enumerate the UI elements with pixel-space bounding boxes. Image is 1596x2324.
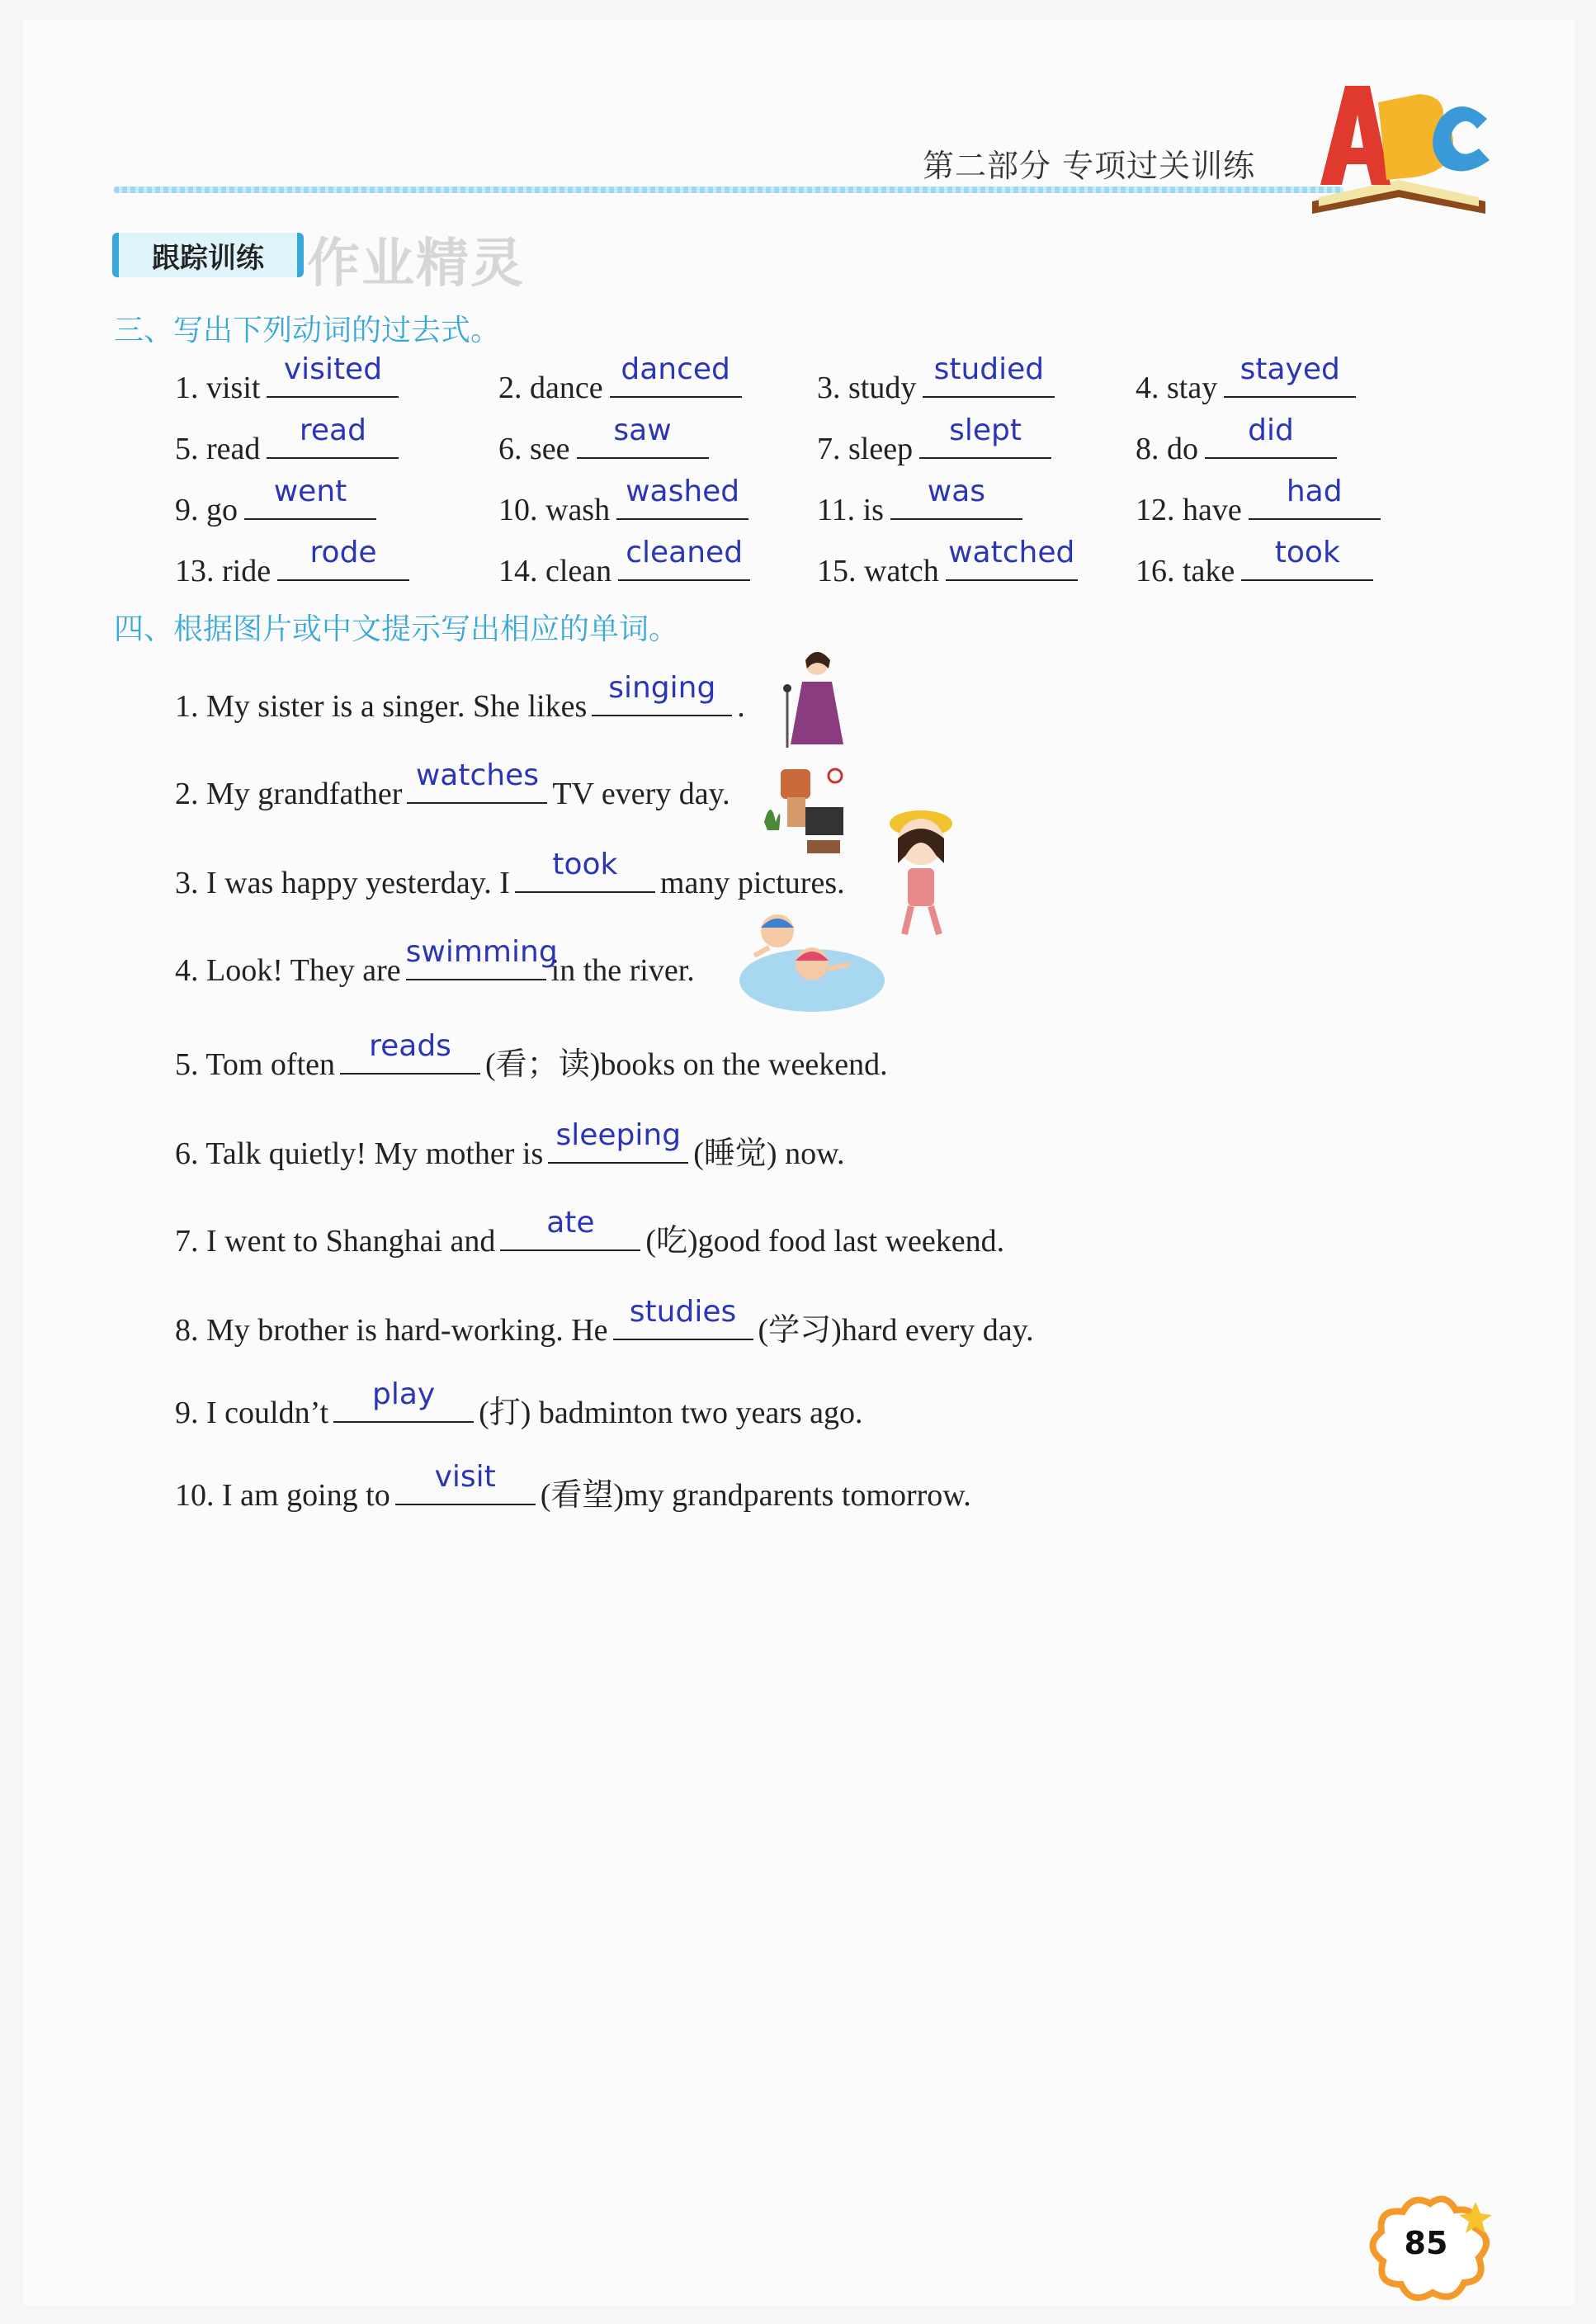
sentence-text-after: TV every day.: [552, 777, 730, 811]
answer-blank[interactable]: [618, 536, 750, 581]
verb-prompt: 14. clean: [498, 554, 612, 588]
answer-blank[interactable]: [267, 413, 399, 459]
header-divider: [114, 187, 1343, 193]
answer-blank[interactable]: [548, 1118, 688, 1164]
handwritten-answer: took: [1274, 536, 1340, 569]
singer-illustration: [777, 649, 857, 749]
answer-blank[interactable]: [1224, 352, 1356, 398]
verb-prompt: 3. study: [817, 371, 917, 405]
handwritten-answer: took: [552, 848, 618, 881]
handwritten-answer: read: [299, 413, 366, 447]
sentence: [175, 1460, 971, 1514]
handwritten-answer: visited: [283, 352, 383, 386]
tv-watching-illustration: [759, 764, 850, 857]
verb-prompt: 13. ride: [175, 554, 272, 588]
verb-item: [1136, 352, 1356, 406]
sentence-text-before: 8. My brother is hard-working. He: [175, 1313, 608, 1348]
sentence-text-after: many pictures.: [659, 866, 845, 900]
sentence-text-before: 7. I went to Shanghai and: [175, 1224, 496, 1259]
handwritten-answer: rode: [309, 536, 377, 569]
sentence: [175, 758, 730, 812]
handwritten-answer: had: [1286, 475, 1343, 508]
verb-prompt: 10. wash: [498, 493, 611, 527]
answer-blank[interactable]: [1205, 413, 1337, 459]
verb-item: [175, 536, 409, 589]
sentence: [175, 848, 845, 901]
handwritten-answer: did: [1248, 413, 1294, 447]
answer-blank[interactable]: [890, 475, 1022, 520]
sentence-text-after: in the river.: [550, 953, 695, 988]
swimming-illustration: [730, 906, 886, 1022]
answer-blank[interactable]: [616, 475, 748, 520]
verb-prompt: 6. see: [498, 432, 570, 466]
sentence-text-after: (学习)hard every day.: [758, 1313, 1034, 1348]
verb-prompt: 7. sleep: [817, 432, 914, 466]
section4-heading: 四、根据图片或中文提示写出相应的单词。: [114, 612, 679, 646]
verb-item: [1136, 536, 1373, 589]
handwritten-answer: stayed: [1239, 352, 1340, 386]
handwritten-answer: studied: [933, 352, 1045, 386]
answer-blank[interactable]: [244, 475, 376, 520]
sentence: [175, 1029, 888, 1084]
handwritten-answer: slept: [949, 413, 1022, 447]
answer-blank[interactable]: [1241, 536, 1373, 581]
answer-blank[interactable]: [1249, 475, 1381, 520]
handwritten-answer: visit: [434, 1460, 496, 1494]
verb-item: [498, 352, 742, 406]
verb-prompt: 11. is: [817, 493, 884, 527]
sentence-text-before: 3. I was happy yesterday. I: [175, 866, 510, 900]
verb-item: [817, 413, 1051, 467]
verb-item: [175, 475, 376, 528]
answer-blank[interactable]: [515, 848, 655, 893]
sentence-text-after: (打) badminton two years ago.: [479, 1396, 863, 1430]
sentence-text-after: (吃)good food last weekend.: [645, 1224, 1005, 1259]
page-number: 85: [1404, 2225, 1448, 2261]
sentence: [175, 671, 745, 725]
sentence: [175, 935, 695, 989]
handwritten-answer: went: [273, 475, 347, 508]
verb-item: [817, 475, 1022, 528]
handwritten-answer: watched: [948, 536, 1075, 569]
verb-prompt: 12. have: [1136, 493, 1242, 527]
handwritten-answer: studies: [629, 1295, 737, 1329]
verb-item: [498, 536, 750, 589]
sentence-text-after: .: [737, 689, 745, 724]
handwritten-answer: watches: [415, 758, 539, 792]
sentence-text-after: (睡觉) now.: [693, 1136, 845, 1171]
handwritten-answer: was: [927, 475, 986, 508]
verb-prompt: 15. watch: [817, 554, 939, 588]
verb-item: [498, 413, 709, 467]
verb-prompt: 1. visit: [175, 371, 261, 405]
sentence-text-before: 9. I couldn’t: [175, 1396, 329, 1430]
answer-blank[interactable]: [340, 1029, 480, 1075]
sentence-text-before: 1. My sister is a singer. She likes: [175, 689, 588, 724]
sentence-text-before: 5. Tom often: [175, 1047, 336, 1082]
section3-heading: 三、写出下列动词的过去式。: [114, 314, 501, 347]
section-label: 跟踪训练: [112, 233, 304, 277]
sentence: [175, 1206, 1005, 1260]
verb-item: [498, 475, 748, 528]
sentence-text-before: 2. My grandfather: [175, 777, 403, 811]
handwritten-answer: singing: [608, 671, 716, 705]
header-title: 第二部分 专项过关训练: [923, 148, 1256, 184]
watermark: 作业精灵: [307, 234, 525, 295]
sentence-text-before: 10. I am going to: [175, 1478, 390, 1513]
verb-item: [817, 352, 1055, 406]
verb-prompt: 8. do: [1136, 432, 1198, 466]
sentence: [175, 1295, 1034, 1349]
handwritten-answer: washed: [626, 475, 740, 508]
handwritten-answer: ate: [546, 1206, 595, 1240]
abc-book-logo: [1296, 78, 1502, 218]
answer-blank[interactable]: [919, 413, 1051, 459]
verb-prompt: 9. go: [175, 493, 238, 527]
verb-item: [1136, 475, 1381, 528]
verb-prompt: 16. take: [1136, 554, 1235, 588]
handwritten-answer: swimming: [405, 935, 558, 969]
girl-camera-illustration: [878, 805, 964, 939]
answer-blank[interactable]: [395, 1460, 536, 1505]
handwritten-answer: saw: [613, 413, 672, 447]
answer-blank[interactable]: [923, 352, 1055, 398]
verb-item: [1136, 413, 1337, 467]
answer-blank[interactable]: [613, 1295, 753, 1340]
sentence: [175, 1118, 845, 1173]
sentence-text-before: 6. Talk quietly! My mother is: [175, 1136, 544, 1171]
answer-blank[interactable]: [333, 1377, 474, 1423]
answer-blank[interactable]: [592, 671, 732, 716]
answer-blank[interactable]: [610, 352, 742, 398]
handwritten-answer: cleaned: [626, 536, 744, 569]
handwritten-answer: sleeping: [555, 1118, 682, 1152]
verb-item: [175, 352, 399, 406]
answer-blank[interactable]: [577, 413, 709, 459]
answer-blank[interactable]: [405, 935, 558, 980]
verb-prompt: 5. read: [175, 432, 261, 466]
answer-blank[interactable]: [267, 352, 399, 398]
handwritten-answer: play: [372, 1377, 436, 1411]
sentence-text-after: (看；读)books on the weekend.: [485, 1047, 888, 1082]
verb-item: [817, 536, 1078, 589]
answer-blank[interactable]: [946, 536, 1078, 581]
answer-blank[interactable]: [277, 536, 409, 581]
verb-prompt: 4. stay: [1136, 371, 1218, 405]
sentence-text-after: (看望)my grandparents tomorrow.: [540, 1478, 971, 1513]
answer-blank[interactable]: [407, 758, 547, 804]
sentence: [175, 1377, 863, 1432]
verb-item: [175, 413, 399, 467]
verb-prompt: 2. dance: [498, 371, 603, 405]
sentence-text-before: 4. Look! They are: [175, 953, 401, 988]
answer-blank[interactable]: [500, 1206, 640, 1251]
handwritten-answer: danced: [621, 352, 730, 386]
handwritten-answer: reads: [369, 1029, 451, 1063]
